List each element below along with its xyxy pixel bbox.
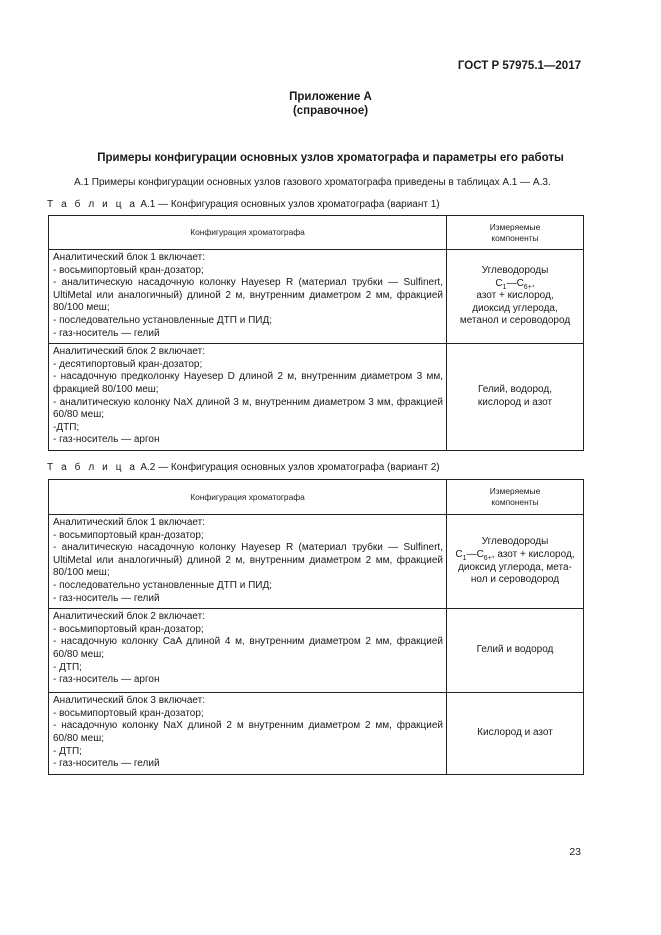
table2-caption-prefix: Т а б л и ц а <box>47 462 138 473</box>
table1-row <box>49 344 584 451</box>
annex-title: Приложение А <box>289 91 372 103</box>
intro-paragraph: А.1 Примеры конфигурации основных узлов газового хроматографа приведены в таблицах А.1 — А.3. <box>74 177 551 188</box>
components-line: диоксид углерода, <box>472 302 558 314</box>
config-line: -ДТП; <box>53 421 80 433</box>
config-line: - ДТП; <box>53 745 82 757</box>
config-line: - восьмипортовый кран-дозатор; <box>53 707 204 719</box>
config-line: - аналитическую насадочную колонку Hayesep R (материал трубки — Sulfinert, UltiMetal или аналогичный) длиной 2 м, внутренним диаметром 2 мм, фракцией 80/100 меш; <box>53 277 443 314</box>
components-line: азот + кислород, <box>476 290 554 302</box>
table2-header-row <box>49 480 584 515</box>
components-line: Гелий, водород, <box>478 384 552 396</box>
table2-row3-config <box>49 693 447 775</box>
table2-header-components-line1: Измеряемые <box>489 486 541 496</box>
table1-row2-config <box>49 344 447 451</box>
components-line: Гелий и водород <box>476 644 554 656</box>
config-line: - аналитическую насадочную колонку Hayesep R (материал трубки — Sulfinert, UltiMetal или аналогичный) длиной 2 м, внутренним диаметром 2 мм, фракцией 80/100 меш; <box>53 542 443 579</box>
components-line: диоксид углерода, мета- <box>458 561 572 573</box>
config-line: - восьмипортовый кран-дозатор; <box>53 623 204 635</box>
config-line: - газ-носитель — аргон <box>53 434 160 446</box>
standard-designation: ГОСТ Р 57975.1—2017 <box>457 60 581 72</box>
config-line: Аналитический блок 3 включает: <box>53 695 205 707</box>
table1-caption <box>47 199 440 210</box>
table2-row <box>49 609 584 693</box>
table1-caption-prefix: Т а б л и ц а <box>47 199 138 210</box>
config-line: Аналитический блок 2 включает: <box>53 346 205 358</box>
table1-header-components-line2: компоненты <box>491 232 539 243</box>
config-line: - аналитическую колонку NaX длиной 3 м, внутренним диаметром 3 мм, фракцией 60/80 меш; <box>53 396 443 421</box>
config-line: - ДТП; <box>53 661 82 673</box>
table2-row1-components <box>447 515 584 609</box>
config-line: Аналитический блок 2 включает: <box>53 611 205 623</box>
table1-row1-components <box>447 250 584 344</box>
config-line: - последовательно установленные ДТП и ПИД; <box>53 579 272 591</box>
config-line: Аналитический блок 1 включает: <box>53 517 205 528</box>
components-line: Углеводороды <box>481 265 549 277</box>
config-line: - десятипортовый кран-дозатор; <box>53 358 203 370</box>
annex-subtitle: (справочное) <box>292 105 369 117</box>
components-line: нол и сероводород <box>470 574 560 586</box>
config-line: - газ-носитель — гелий <box>53 758 160 770</box>
config-line: Аналитический блок 1 включает: <box>53 252 205 263</box>
config-line: - последовательно установленные ДТП и ПИД; <box>53 314 272 326</box>
components-line: Углеводороды <box>481 536 549 548</box>
table2-header-config: Конфигурация хроматографа <box>49 480 447 515</box>
components-line: кислород и азот <box>477 397 553 409</box>
config-line: - газ-носитель — гелий <box>53 592 160 604</box>
config-line: - газ-носитель — гелий <box>53 327 160 339</box>
config-line: - насадочную колонку NaX длиной 2 м внутренним диаметром 2 мм, фракцией 60/80 меш; <box>53 720 443 744</box>
table1-row2-components <box>447 344 584 451</box>
table2-row3-components <box>447 693 584 775</box>
table1 <box>48 215 584 451</box>
table2-row1-config <box>49 515 447 609</box>
config-line: - насадочную колонку CaA длиной 4 м, внутренним диаметром 2 мм, фракцией 60/80 меш; <box>53 636 443 660</box>
config-line: - газ-носитель — аргон <box>53 674 160 686</box>
components-formula: $С_1—С_{6+}$, азот + кислород, <box>455 548 575 562</box>
components-formula: $С_1—С_{6+}$, <box>495 277 535 291</box>
page-number: 23 <box>569 846 581 858</box>
components-line: Кислород и азот <box>477 727 553 739</box>
table2 <box>48 479 584 775</box>
table2-header-components <box>447 480 584 515</box>
table1-header-components-line1: Измеряемые <box>489 221 541 232</box>
table2-row <box>49 693 584 775</box>
config-line: - восьмипортовый кран-дозатор; <box>53 264 204 276</box>
table1-caption-text: А.1 — Конфигурация основных узлов хроматографа (вариант 1) <box>137 199 440 210</box>
table1-row <box>49 250 584 344</box>
table1-header-config: Конфигурация хроматографа <box>49 216 447 250</box>
table2-caption-text: А.2 — Конфигурация основных узлов хроматографа (вариант 2) <box>137 462 440 473</box>
table2-header-components-line2: компоненты <box>491 497 539 507</box>
table2-row2-config <box>49 609 447 693</box>
table1-header-components <box>447 216 584 250</box>
table1-row1-config <box>49 250 447 344</box>
config-line: - насадочную предколонку Hayesep D длиной 2 м, внутренним диаметром 3 мм, фракцией 80/100 меш; <box>53 371 443 395</box>
table2-row2-components <box>447 609 584 693</box>
table2-row <box>49 515 584 609</box>
section-title: Примеры конфигурации основных узлов хроматографа и параметры его работы <box>97 152 564 164</box>
config-line: - восьмипортовый кран-дозатор; <box>53 529 204 541</box>
table2-caption <box>47 462 440 473</box>
components-line: метанол и сероводород <box>459 315 571 327</box>
table1-header-row <box>49 216 584 250</box>
